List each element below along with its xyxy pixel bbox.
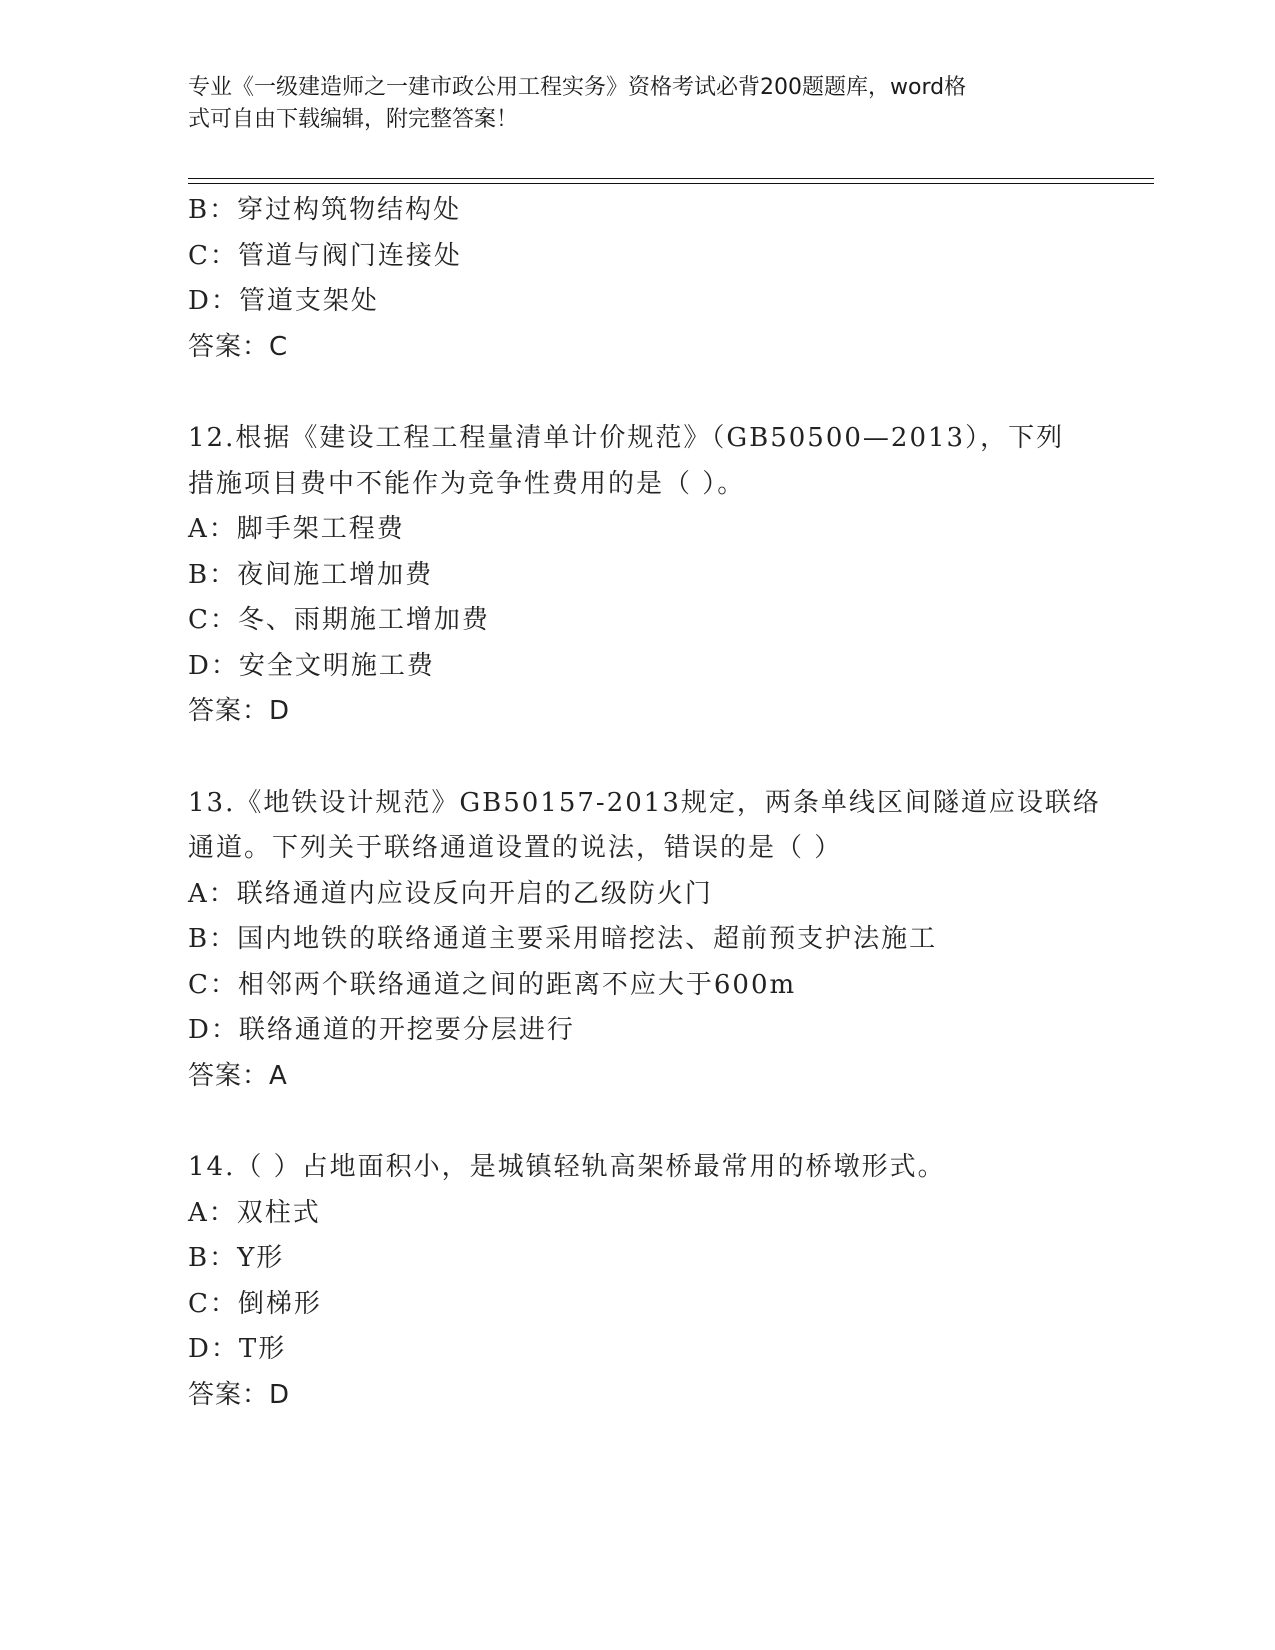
question-11 <box>188 188 1148 370</box>
question-14 <box>188 1145 1148 1418</box>
option-a: A：双柱式 <box>188 1197 321 1228</box>
question-stem: 12.根据《建设工程工程量清单计价规范》（GB50500—2013），下列 <box>188 423 1065 453</box>
option-d: D：联络通道的开挖要分层进行 <box>188 1015 575 1045</box>
header-rule-top <box>188 178 1154 179</box>
option-b: B：穿过构筑物结构处 <box>188 195 462 225</box>
header-rule-bottom <box>188 183 1154 184</box>
answer: 答案：A <box>188 1060 288 1091</box>
answer: 答案：D <box>188 1379 291 1410</box>
question-stem: 14.（ ）占地面积小，是城镇轻轨高架桥最常用的桥墩形式。 <box>188 1152 946 1182</box>
answer: 答案：D <box>188 696 291 726</box>
option-c: C：冬、雨期施工增加费 <box>188 605 490 635</box>
question-stem: 通道。下列关于联络通道设置的说法，错误的是（ ） <box>188 833 843 863</box>
option-b: B：Y形 <box>188 1243 285 1273</box>
option-c: C：倒梯形 <box>188 1288 322 1319</box>
question-12 <box>188 416 1148 735</box>
option-d: D：管道支架处 <box>188 286 379 316</box>
option-c: C：管道与阀门连接处 <box>188 240 462 271</box>
question-list <box>188 188 1148 1418</box>
option-d: D：T形 <box>188 1334 287 1364</box>
header-line-1: 专业《一级建造师之一建市政公用工程实务》资格考试必背200题题库，word格 <box>188 75 967 100</box>
option-a: A：脚手架工程费 <box>188 514 405 544</box>
option-c: C：相邻两个联络通道之间的距离不应大于600m <box>188 969 797 1000</box>
document-header <box>188 72 1088 136</box>
question-stem: 措施项目费中不能作为竞争性费用的是（ ）。 <box>188 468 746 499</box>
option-b: B：国内地铁的联络通道主要采用暗挖法、超前预支护法施工 <box>188 924 938 954</box>
header-line-2: 式可自由下载编辑，附完整答案！ <box>188 107 519 132</box>
option-b: B：夜间施工增加费 <box>188 559 434 590</box>
question-13 <box>188 781 1148 1100</box>
answer: 答案：C <box>188 331 289 362</box>
option-a: A：联络通道内应设反向开启的乙级防火门 <box>188 878 713 909</box>
option-d: D：安全文明施工费 <box>188 650 435 681</box>
question-stem: 13.《地铁设计规范》GB50157-2013规定，两条单线区间隧道应设联络 <box>188 787 1101 818</box>
